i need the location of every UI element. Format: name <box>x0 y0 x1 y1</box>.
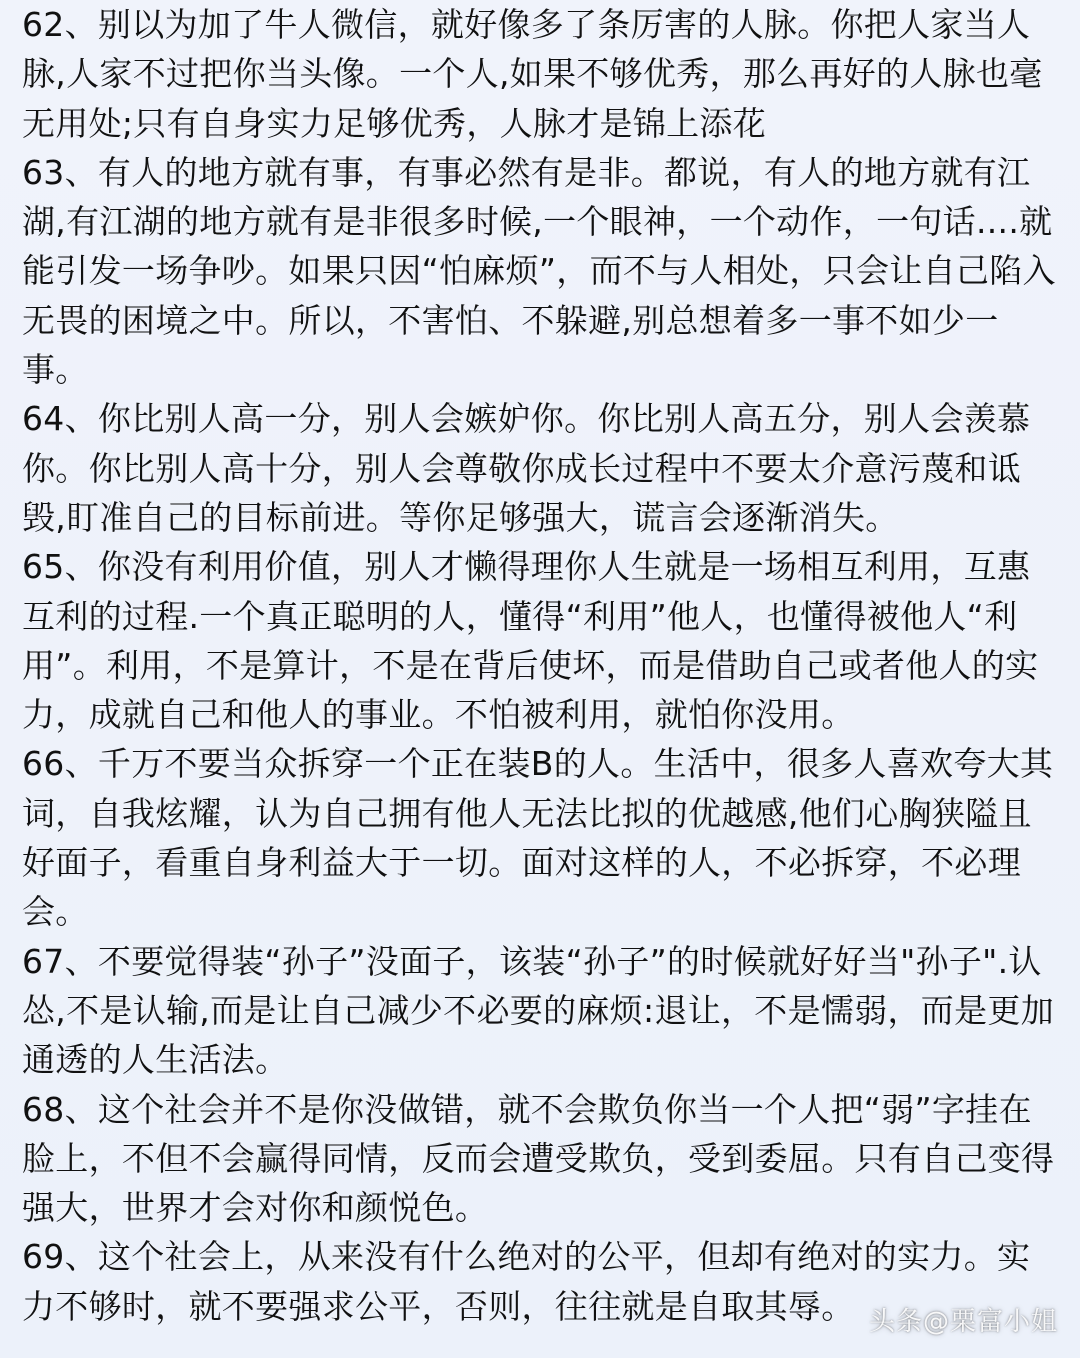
paragraph-63: 63、有人的地方就有事，有事必然有是非。都说，有人的地方就有江湖,有江湖的地方就有是非很多时候,一个眼神，一个动作，一句话....就能引发一场争吵。如果只因“怕麻烦”，而不与人相处，只会让自己陷入无畏的困境之中。所以，不害怕、不躲避,别总想着多一事不如少一事。 <box>22 152 1056 390</box>
paragraph-68: 68、这个社会并不是你没做错，就不会欺负你当一个人把“弱”字挂在脸上，不但不会赢得同情，反而会遭受欺负，受到委屈。只有自己变得强大，世界才会对你和颜悦色。 <box>22 1089 1055 1228</box>
paragraph-66: 66、千万不要当众拆穿一个正在装B的人。生活中，很多人喜欢夸大其词，自我炫耀，认为自己拥有他人无法比拟的优越感,他们心胸狭隘且好面子，看重自身利益大于一切。面对这样的人，不必拆穿，不必理会。 <box>22 744 1054 932</box>
watermark: 头条@栗富小姐 <box>868 1307 1058 1337</box>
paragraph-69: 69、这个社会上，从来没有什么绝对的公平，但却有绝对的实力。实力不够时，就不要强求公平，否则，往往就是自取其辱。 <box>22 1237 1031 1326</box>
paragraph-67: 67、不要觉得装“孙子”没面子，该装“孙子”的时候就好好当"孙子".认怂,不是认输,而是让自己减少不必要的麻烦:退让，不是懦弱，而是更加通透的人生活法。 <box>22 941 1054 1080</box>
paragraph-64: 64、你比别人高一分，别人会嫉妒你。你比别人高五分，别人会羡慕你。你比别人高十分，别人会尊敬你成长过程中不要太介意污蔑和诋毁,盯准自己的目标前进。等你足够强大，谎言会逐渐消失。 <box>22 399 1031 537</box>
paragraph-65: 65、你没有利用价值，别人才懒得理你人生就是一场相互利用，互惠互利的过程.一个真正聪明的人，懂得“利用”他人，也懂得被他人“利用”。利用，不是算计，不是在背后使坏，而是借助自己或者他人的实力，成就自己和他人的事业。不怕被利用，就怕你没用。 <box>22 547 1039 735</box>
text-body <box>22 0 1062 1331</box>
paragraph-62: 62、别以为加了牛人微信，就好像多了条厉害的人脉。你把人家当人脉,人家不过把你当头像。一个人,如果不够优秀，那么再好的人脉也毫无用处;只有自身实力足够优秀，人脉才是锦上添花 <box>22 5 1043 143</box>
